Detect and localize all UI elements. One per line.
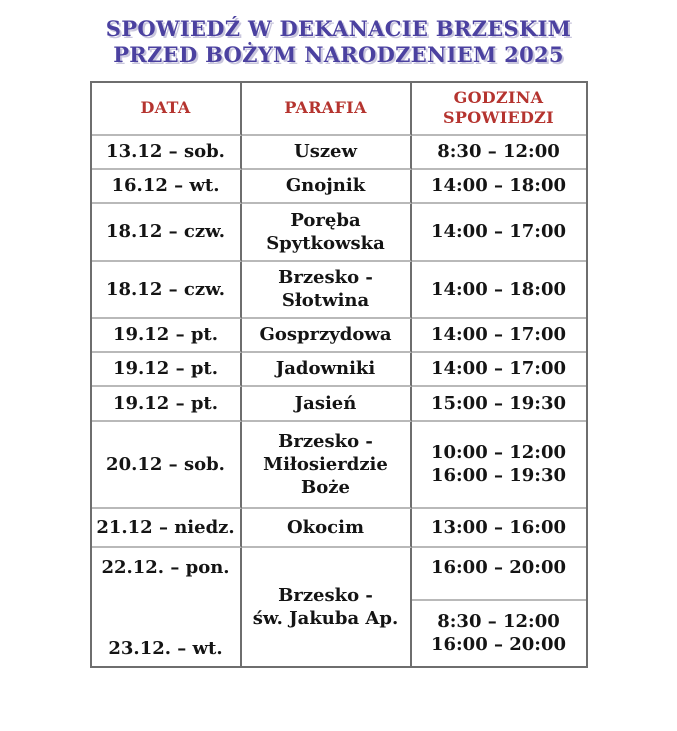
date-line: 23.12. – wt. [108,637,223,659]
parish-cell: Brzesko - Słotwina [242,262,412,319]
date-cell: 19.12 – pt. [92,353,242,387]
time-cell: 8:30 – 12:00 16:00 – 20:00 [430,611,567,656]
time-cell: 14:00 – 18:00 [412,170,586,204]
time-cell: 8:30 – 12:00 [412,136,586,170]
column-header-parafia: PARAFIA [242,83,412,136]
table-row [92,509,586,548]
confession-schedule-table [90,81,588,668]
date-cell: 19.12 – pt. [92,319,242,353]
parish-cell: Jadowniki [242,353,412,387]
table-row [92,387,586,422]
table-row [92,319,586,353]
date-cell: 18.12 – czw. [92,262,242,319]
date-cell: 18.12 – czw. [92,204,242,262]
merged-parish-cell: Brzesko - św. Jakuba Ap. [242,548,412,666]
date-cell: 16.12 – wt. [92,170,242,204]
date-cell: 19.12 – pt. [92,387,242,422]
table-row [92,170,586,204]
parish-cell: Brzesko - Miłosierdzie Boże [242,422,412,509]
time-cell: 16:00 – 20:00 [412,548,586,601]
parish-cell: Okocim [242,509,412,548]
page-title-line1: SPOWIEDŹ W DEKANACIE BRZESKIM [105,16,572,41]
table-row [92,422,586,509]
table-row [92,353,586,387]
date-line: 22.12. – pon. [101,556,230,578]
page-title-line2: PRZED BOŻYM NARODZENIEM 2025 [113,42,564,68]
dates-stack [95,552,237,662]
date-cell: 20.12 – sob. [92,422,242,509]
table-body [92,136,586,666]
column-header-godzina: GODZINA SPOWIEDZI [412,83,586,136]
table-row [92,262,586,319]
page-title [10,16,667,69]
merged-date-cell [92,548,242,666]
date-cell: 13.12 – sob. [92,136,242,170]
table-header [92,83,586,136]
table-row [92,136,586,170]
header-row [92,83,586,136]
parish-cell: Gnojnik [242,170,412,204]
date-cell: 21.12 – niedz. [92,509,242,548]
column-header-data: DATA [92,83,242,136]
parish-cell: Poręba Spytkowska [242,204,412,262]
time-cell: 14:00 – 17:00 [412,204,586,262]
time-cell: 14:00 – 18:00 [412,262,586,319]
time-cell: 15:00 – 19:30 [412,387,586,422]
time-cell: 10:00 – 12:00 16:00 – 19:30 [412,422,586,509]
parish-cell: Gosprzydowa [242,319,412,353]
time-cell: 14:00 – 17:00 [412,319,586,353]
table-row-merged-top [92,548,586,601]
time-cell: 14:00 – 17:00 [412,353,586,387]
time-cell: 13:00 – 16:00 [412,509,586,548]
parish-cell: Jasień [242,387,412,422]
table-row [92,204,586,262]
parish-cell: Uszew [242,136,412,170]
